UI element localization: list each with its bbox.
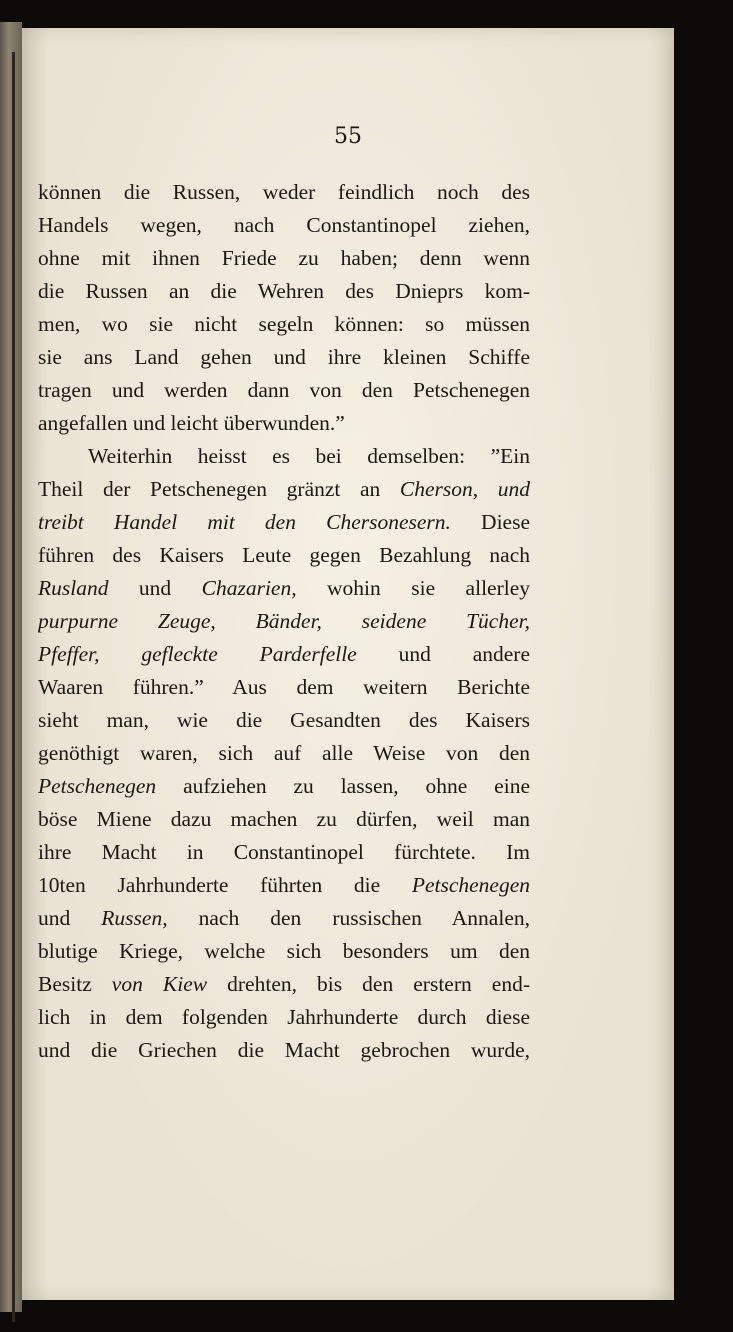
text-line <box>38 836 530 869</box>
italic-segment: treibt Handel mit den Chersonesern. <box>38 510 451 534</box>
text-segment: 10ten Jahrhunderte führten die <box>38 873 412 897</box>
text-line <box>38 374 530 407</box>
italic-segment: Cherson, und <box>399 477 530 501</box>
text-line <box>38 275 530 308</box>
text-segment: blutige Kriege, welche sich besonders um den <box>38 939 530 963</box>
text-segment: Diese <box>450 510 530 534</box>
text-segment: und andere <box>356 642 530 666</box>
text-segment: drehten, bis den erstern end- <box>207 972 530 996</box>
text-line <box>38 341 530 374</box>
text-segment: sie ans Land gehen und ihre kleinen Schiffe <box>38 345 530 369</box>
text-segment: lich in dem folgenden Jahrhunderte durch diese <box>38 1005 530 1029</box>
text-line <box>38 737 530 770</box>
previous-page-edge <box>0 22 22 1312</box>
text-line <box>38 473 530 506</box>
italic-segment: purpurne Zeuge, Bänder, seidene Tücher, <box>38 609 530 633</box>
text-line <box>38 902 530 935</box>
text-segment: nach den russischen Annalen, <box>167 906 530 930</box>
text-segment: und <box>38 906 102 930</box>
text-line <box>38 539 530 572</box>
italic-segment: Pfeffer, gefleckte Parderfelle <box>38 642 357 666</box>
text-line <box>38 209 530 242</box>
text-line <box>38 572 530 605</box>
text-segment: und <box>108 576 202 600</box>
text-line <box>38 1034 530 1067</box>
text-segment: die Russen an die Wehren des Dnieprs kom- <box>38 279 530 303</box>
text-line <box>38 1001 530 1034</box>
italic-segment: Chazarien, <box>201 576 297 600</box>
text-segment: wohin sie allerley <box>296 576 530 600</box>
body-text <box>38 176 530 1067</box>
text-segment: angefallen und leicht überwunden.” <box>38 411 345 435</box>
text-line <box>38 704 530 737</box>
text-segment: men, wo sie nicht segeln können: so müssen <box>38 312 530 336</box>
text-line <box>38 407 530 440</box>
text-segment: ohne mit ihnen Friede zu haben; denn wenn <box>38 246 530 270</box>
text-segment: und die Griechen die Macht gebrochen wurde, <box>38 1038 530 1062</box>
text-line <box>38 308 530 341</box>
page-edge-shadow <box>12 52 15 1322</box>
page-number: 55 <box>334 124 362 149</box>
text-line <box>38 176 530 209</box>
text-line <box>38 803 530 836</box>
text-line <box>38 638 530 671</box>
text-segment: führen des Kaisers Leute gegen Bezahlung nach <box>38 543 530 567</box>
text-line <box>38 605 530 638</box>
text-line <box>38 242 530 275</box>
text-segment: können die Russen, weder feindlich noch des <box>38 180 530 204</box>
text-segment: tragen und werden dann von den Petschenegen <box>38 378 530 402</box>
italic-segment: Russen, <box>101 906 168 930</box>
text-segment: sieht man, wie die Gesandten des Kaisers <box>38 708 530 732</box>
italic-segment: von Kiew <box>111 972 208 996</box>
text-segment: böse Miene dazu machen zu dürfen, weil man <box>38 807 530 831</box>
text-segment: Waaren führen.” Aus dem weitern Berichte <box>38 675 530 699</box>
text-segment: Theil der Petschenegen gränzt an <box>38 477 400 501</box>
text-line <box>38 869 530 902</box>
book-page <box>22 28 674 1300</box>
text-line <box>38 440 530 473</box>
text-line <box>38 935 530 968</box>
italic-segment: Rusland <box>38 576 109 600</box>
text-segment: aufziehen zu lassen, ohne eine <box>156 774 530 798</box>
text-segment: Weiterhin heisst es bei demselben: ”Ein <box>88 444 530 468</box>
italic-segment: Petschenegen <box>411 873 530 897</box>
text-segment: ihre Macht in Constantinopel fürchtete. Im <box>38 840 530 864</box>
text-line <box>38 671 530 704</box>
text-line <box>38 968 530 1001</box>
text-line <box>38 770 530 803</box>
text-segment: genöthigt waren, sich auf alle Weise von den <box>38 741 530 765</box>
text-line <box>38 506 530 539</box>
text-segment: Handels wegen, nach Constantinopel ziehen, <box>38 213 530 237</box>
italic-segment: Petschenegen <box>38 774 157 798</box>
text-segment: Besitz <box>38 972 112 996</box>
